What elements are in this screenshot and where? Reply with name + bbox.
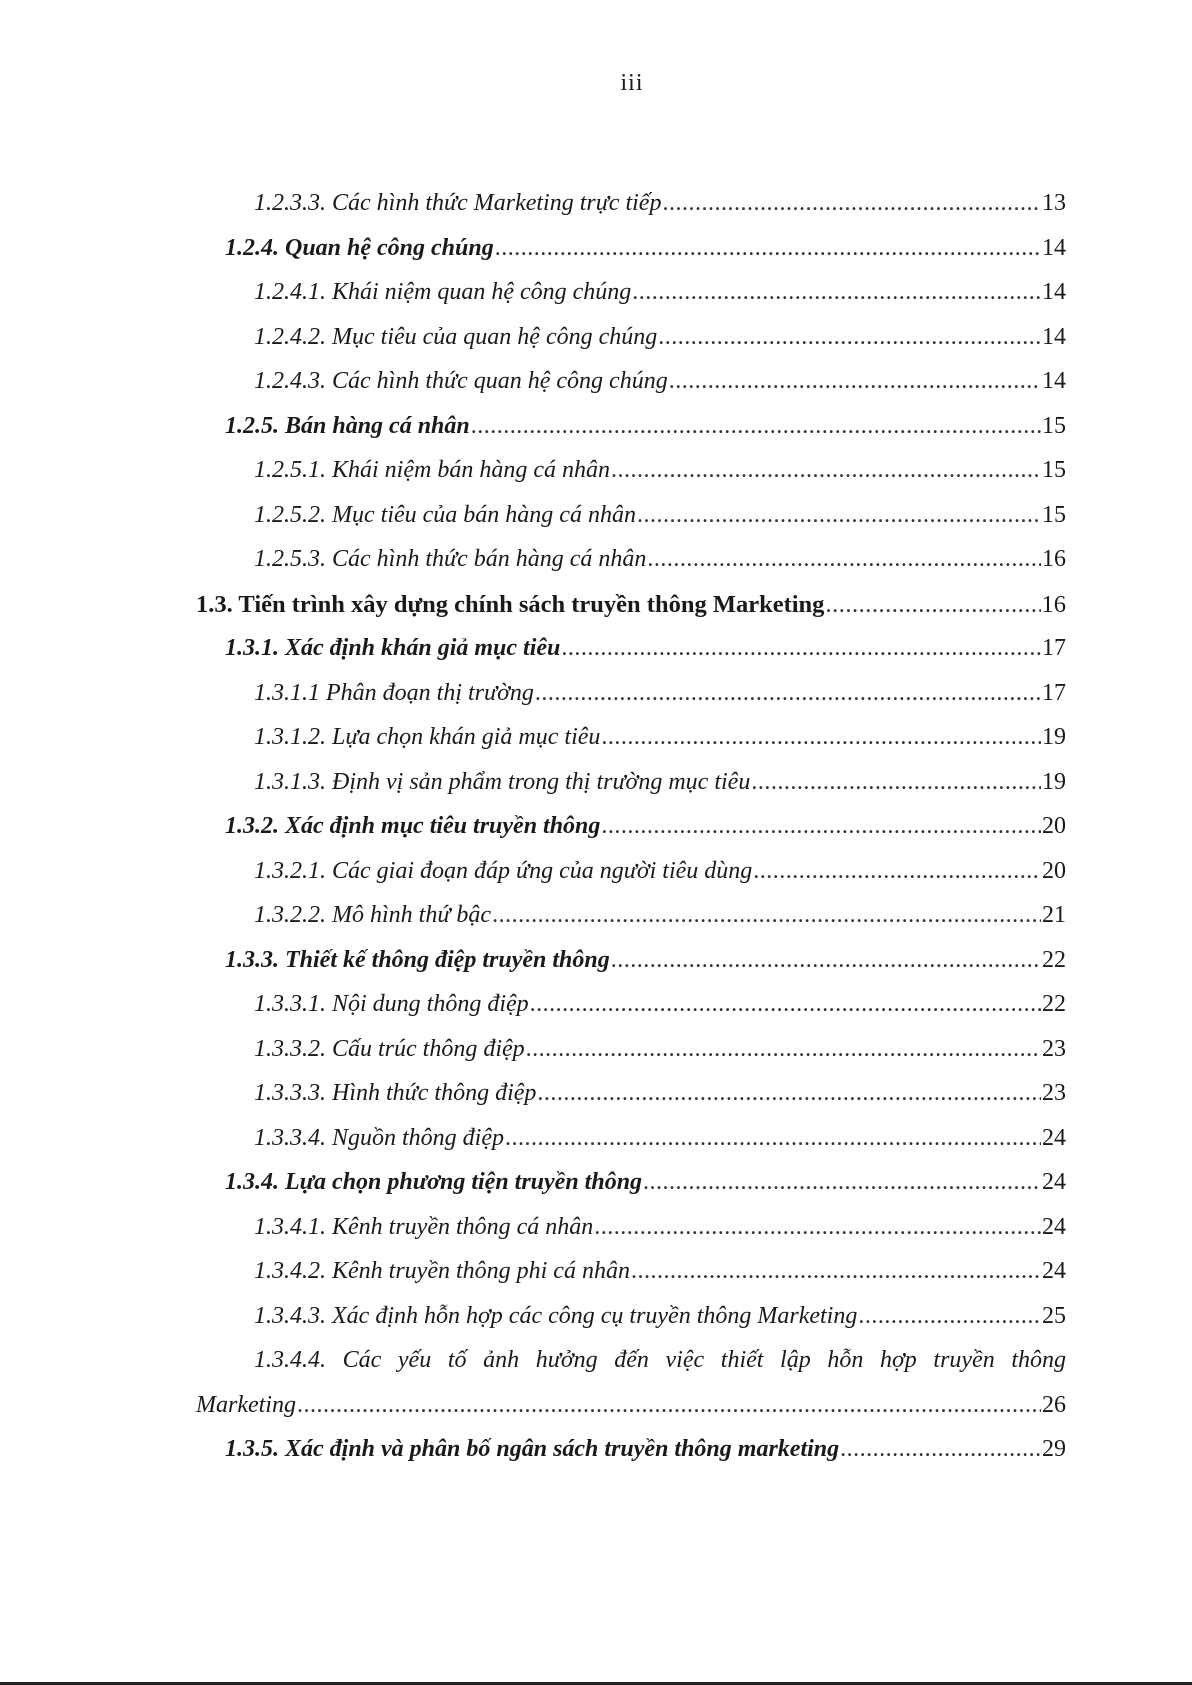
toc-entry-title: 1.3.2.1. Các giai đoạn đáp ứng của người tiêu dùng: [254, 857, 753, 884]
toc-entry[interactable]: [196, 413, 1066, 458]
toc-dot-leader: [297, 1392, 1041, 1419]
toc-entry-page: 29: [1042, 1436, 1066, 1462]
toc-entry-title: 1.3.3. Thiết kế thông điệp truyền thông: [225, 946, 610, 973]
toc-entry[interactable]: [196, 1303, 1066, 1348]
toc-entry-title: 1.3.2.2. Mô hình thứ bậc: [254, 902, 492, 928]
toc-entry-title: 1.3.1.1 Phân đoạn thị trường: [254, 679, 534, 706]
toc-dot-leader: [505, 1125, 1041, 1152]
toc-entry[interactable]: [196, 324, 1066, 369]
toc-entry[interactable]: [196, 1169, 1066, 1214]
toc-entry-page: 13: [1042, 190, 1066, 216]
toc-entry-page: 25: [1042, 1302, 1066, 1329]
toc-dot-leader: [526, 1036, 1041, 1063]
toc-entry-page: 24: [1042, 1258, 1066, 1284]
toc-dot-leader: [753, 858, 1041, 885]
toc-entry[interactable]: [196, 368, 1066, 413]
toc-dot-leader: [825, 591, 1040, 619]
toc-dot-leader: [495, 235, 1041, 262]
toc-entry-wrapped[interactable]: [196, 1347, 1066, 1436]
toc-entry[interactable]: [196, 858, 1066, 903]
toc-dot-leader: [561, 635, 1041, 662]
toc-entry[interactable]: [196, 1036, 1066, 1081]
toc-entry-line2: [196, 1392, 1066, 1437]
toc-entry-title: 1.3.1.2. Lựa chọn khán giả mục tiêu: [254, 724, 601, 750]
toc-entry-title: 1.2.4.2. Mục tiêu của quan hệ công chúng: [254, 323, 658, 350]
toc-entry-page: 16: [1041, 590, 1066, 618]
toc-entry[interactable]: [196, 591, 1066, 636]
toc-dot-leader: [662, 190, 1041, 217]
toc-entry-page: 14: [1042, 234, 1066, 261]
toc-entry-page: 24: [1042, 1169, 1066, 1195]
toc-dot-leader: [658, 324, 1041, 351]
toc-entry[interactable]: [196, 947, 1066, 992]
toc-dot-leader: [669, 368, 1041, 395]
toc-dot-leader: [601, 813, 1041, 840]
toc-entry[interactable]: [196, 769, 1066, 814]
toc-entry-title: 1.3.3.3. Hình thức thông điệp: [254, 1080, 537, 1106]
toc-entry-page: 16: [1042, 546, 1066, 572]
toc-dot-leader: [611, 457, 1041, 484]
toc-entry[interactable]: [196, 190, 1066, 235]
toc-entry[interactable]: [196, 235, 1066, 280]
toc-entry-title: 1.3.4.3. Xác định hỗn hợp các công cụ truyền thông Marketing: [254, 1302, 858, 1329]
toc-entry-title: 1.3.3.1. Nội dung thông điệp: [254, 991, 529, 1017]
toc-entry-page: 22: [1042, 946, 1066, 973]
toc-dot-leader: [535, 680, 1041, 707]
toc-entry[interactable]: [196, 1258, 1066, 1303]
toc-entry-page: 15: [1042, 501, 1066, 528]
toc-entry-title: 1.3.2. Xác định mục tiêu truyền thông: [225, 813, 601, 839]
toc-entry-title: 1.2.5.1. Khái niệm bán hàng cá nhân: [254, 457, 610, 483]
table-of-contents: [196, 190, 1066, 1481]
toc-entry-title: 1.3. Tiến trình xây dựng chính sách truyền thông Marketing: [196, 590, 825, 618]
toc-dot-leader: [537, 1080, 1041, 1107]
toc-entry-page: 23: [1042, 1080, 1066, 1106]
toc-dot-leader: [601, 724, 1041, 751]
toc-entry[interactable]: [196, 1125, 1066, 1170]
toc-entry[interactable]: [196, 1080, 1066, 1125]
toc-entry-page: 17: [1042, 635, 1066, 661]
toc-entry[interactable]: [196, 457, 1066, 502]
toc-entry-page: 19: [1042, 724, 1066, 750]
toc-entry-page: 14: [1042, 279, 1066, 305]
toc-entry-page: 14: [1042, 323, 1066, 350]
toc-entry-page: 20: [1042, 857, 1066, 884]
toc-entry-page: 15: [1042, 457, 1066, 483]
toc-entry-title: 1.3.3.4. Nguồn thông điệp: [254, 1124, 504, 1151]
toc-entry-title-line2: Marketing: [196, 1391, 296, 1418]
toc-entry-title: 1.2.4.3. Các hình thức quan hệ công chúng: [254, 368, 668, 394]
toc-entry-page: 24: [1042, 1124, 1066, 1151]
toc-entry-title: 1.3.4.2. Kênh truyền thông phi cá nhân: [254, 1258, 630, 1284]
toc-dot-leader: [631, 1258, 1041, 1285]
toc-entry[interactable]: [196, 635, 1066, 680]
toc-dot-leader: [751, 769, 1041, 796]
toc-entry-page: 23: [1042, 1035, 1066, 1062]
toc-dot-leader: [611, 947, 1041, 974]
toc-entry-page: 21: [1042, 902, 1066, 928]
toc-dot-leader: [840, 1436, 1041, 1463]
toc-entry[interactable]: [196, 991, 1066, 1036]
toc-dot-leader: [632, 279, 1041, 306]
toc-entry-page: 24: [1042, 1213, 1066, 1240]
toc-entry-page: 20: [1042, 813, 1066, 839]
toc-entry[interactable]: [196, 1214, 1066, 1259]
toc-entry[interactable]: [196, 1436, 1066, 1481]
toc-entry-page: 17: [1042, 679, 1066, 706]
toc-entry-title: 1.3.3.2. Cấu trúc thông điệp: [254, 1035, 525, 1062]
toc-entry-title: 1.2.5.3. Các hình thức bán hàng cá nhân: [254, 546, 647, 572]
page-number: iii: [620, 70, 644, 96]
toc-entry-title: 1.3.1. Xác định khán giả mục tiêu: [225, 635, 561, 661]
toc-entry-page: 19: [1042, 768, 1066, 795]
toc-entry[interactable]: [196, 813, 1066, 858]
toc-entry-title: 1.2.4.1. Khái niệm quan hệ công chúng: [254, 279, 632, 305]
toc-dot-leader: [647, 546, 1041, 573]
toc-entry-title: 1.3.4.1. Kênh truyền thông cá nhân: [254, 1213, 594, 1240]
toc-dot-leader: [858, 1303, 1041, 1330]
toc-dot-leader: [492, 902, 1041, 929]
toc-entry-title: 1.2.4. Quan hệ công chúng: [225, 234, 494, 261]
toc-entry[interactable]: [196, 546, 1066, 591]
toc-entry-page: 22: [1042, 991, 1066, 1017]
toc-entry-title: 1.2.5.2. Mục tiêu của bán hàng cá nhân: [254, 501, 636, 528]
toc-entry-title: 1.3.5. Xác định và phân bố ngân sách truyền thông marketing: [225, 1436, 840, 1462]
toc-dot-leader: [594, 1214, 1041, 1241]
toc-entry-title-line1: 1.3.4.4. Các yếu tố ảnh hưởng đến việc thiết lập hỗn hợp truyền thông: [254, 1347, 1066, 1373]
toc-dot-leader: [643, 1169, 1041, 1196]
toc-dot-leader: [530, 991, 1041, 1018]
toc-entry[interactable]: [196, 902, 1066, 947]
toc-entry[interactable]: [196, 680, 1066, 725]
toc-entry-title: 1.3.1.3. Định vị sản phẩm trong thị trường mục tiêu: [254, 768, 751, 795]
toc-dot-leader: [471, 413, 1041, 440]
toc-entry-title: 1.3.4. Lựa chọn phương tiện truyền thông: [225, 1169, 643, 1195]
toc-dot-leader: [637, 502, 1041, 529]
toc-entry[interactable]: [196, 502, 1066, 547]
toc-entry[interactable]: [196, 724, 1066, 769]
toc-entry[interactable]: [196, 279, 1066, 324]
toc-entry-page: 15: [1042, 412, 1066, 439]
toc-entry-page: 26: [1042, 1391, 1066, 1418]
toc-entry-title: 1.2.5. Bán hàng cá nhân: [225, 412, 470, 439]
toc-entry-title: 1.2.3.3. Các hình thức Marketing trực tiếp: [254, 190, 662, 216]
toc-entry-page: 14: [1042, 368, 1066, 394]
